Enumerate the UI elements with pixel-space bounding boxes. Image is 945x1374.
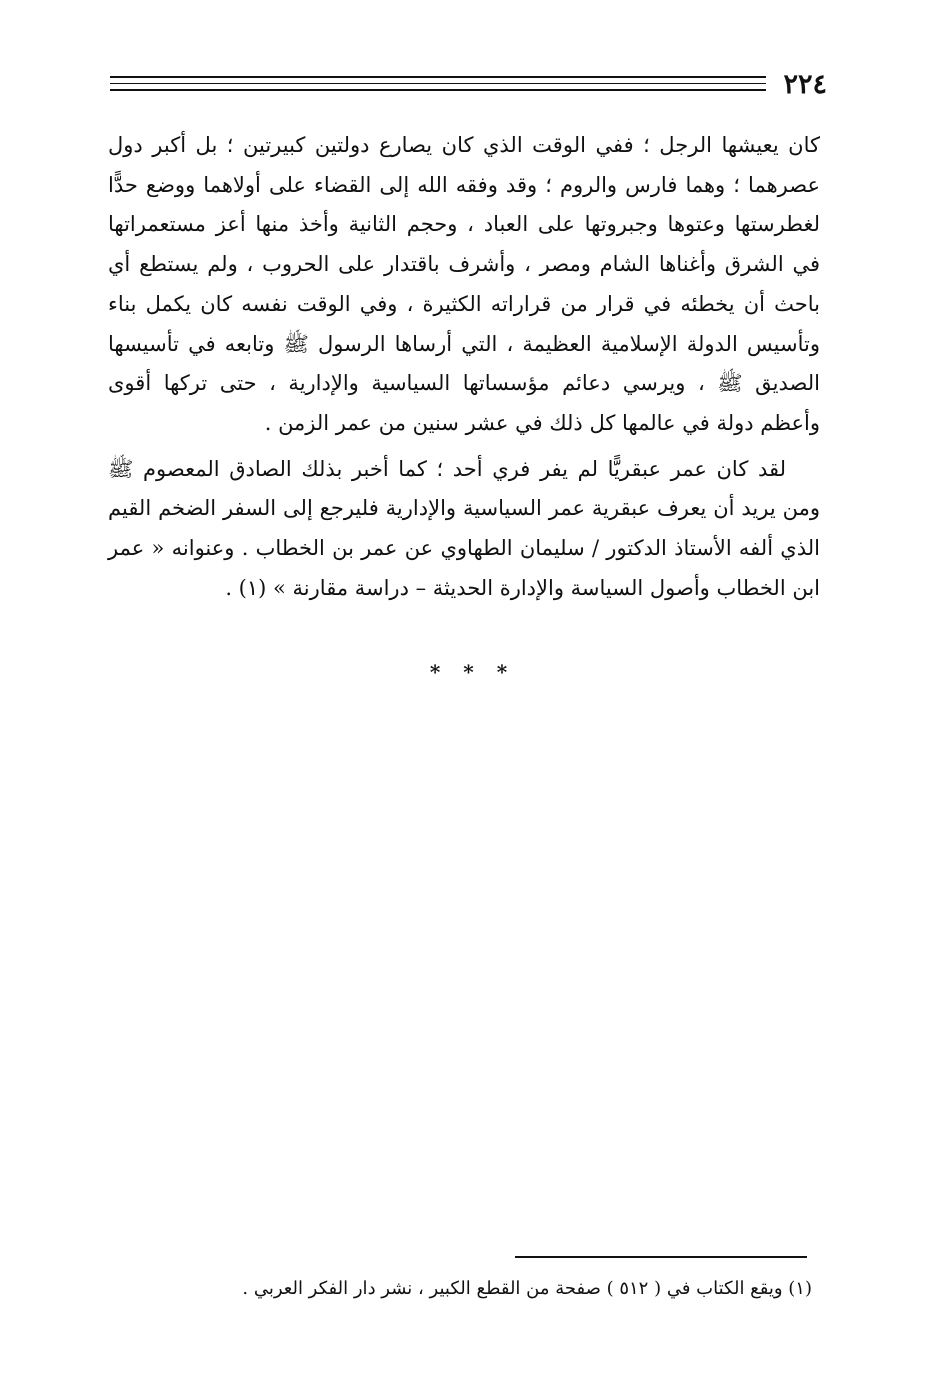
page-number: ٢٢٤: [783, 69, 827, 100]
paragraph-2: لقد كان عمر عبقريًّا لم يفر فري أحد ؛ كما أخبر بذلك الصادق المعصوم ﷺ ومن يريد أن يعرف عبقرية عمر السياسية والإدارية فليرجع إلى السفر الضخم القيم الذي ألفه الأستاذ الدكتور / سليمان الطهاوي عن عمر بن الخطاب . وعنوانه « عمر ابن الخطاب وأصول السياسة والإدارة الحديثة – دراسة مقارنة » (١) .: [108, 456, 820, 600]
footnote-rule: [515, 1256, 807, 1258]
header-rule-line: [110, 89, 766, 91]
body-text: [108, 126, 820, 608]
footnote: (١) ويقع الكتاب في ( ٥١٢ ) صفحة من القطع الكبير ، نشر دار الفكر العربي .: [242, 1278, 812, 1299]
header-rule-line: [110, 83, 766, 84]
section-separator: * * *: [429, 660, 516, 684]
header-rule-line: [110, 76, 766, 78]
header-rule: [110, 76, 766, 94]
paragraph-1: كان يعيشها الرجل ؛ ففي الوقت الذي كان يصارع دولتين كبيرتين ؛ بل أكبر دول عصرهما ؛ وهما فارس والروم ؛ وقد وفقه الله إلى القضاء على أولاهما ووضع حدًّا لغطرستها وعتوها وجبروتها على العباد ، وحجم الثانية وأخذ منها أعز مستعمراتها في الشرق وأغناها الشام ومصر ، وأشرف باقتدار على الحروب ، ولم يستطع أي باحث أن يخطئه في قرار من قراراته الكثيرة ، وفي الوقت نفسه كان يكمل بناء وتأسيس الدولة الإسلامية العظيمة ، التي أرساها الرسول ﷺ وتابعه في تأسيسها الصديق ﷺ ، ويرسي دعائم مؤسساتها السياسية والإدارية ، حتى تركها أقوى وأعظم دولة في عالمها كل ذلك في عشر سنين من عمر الزمن .: [108, 133, 820, 435]
